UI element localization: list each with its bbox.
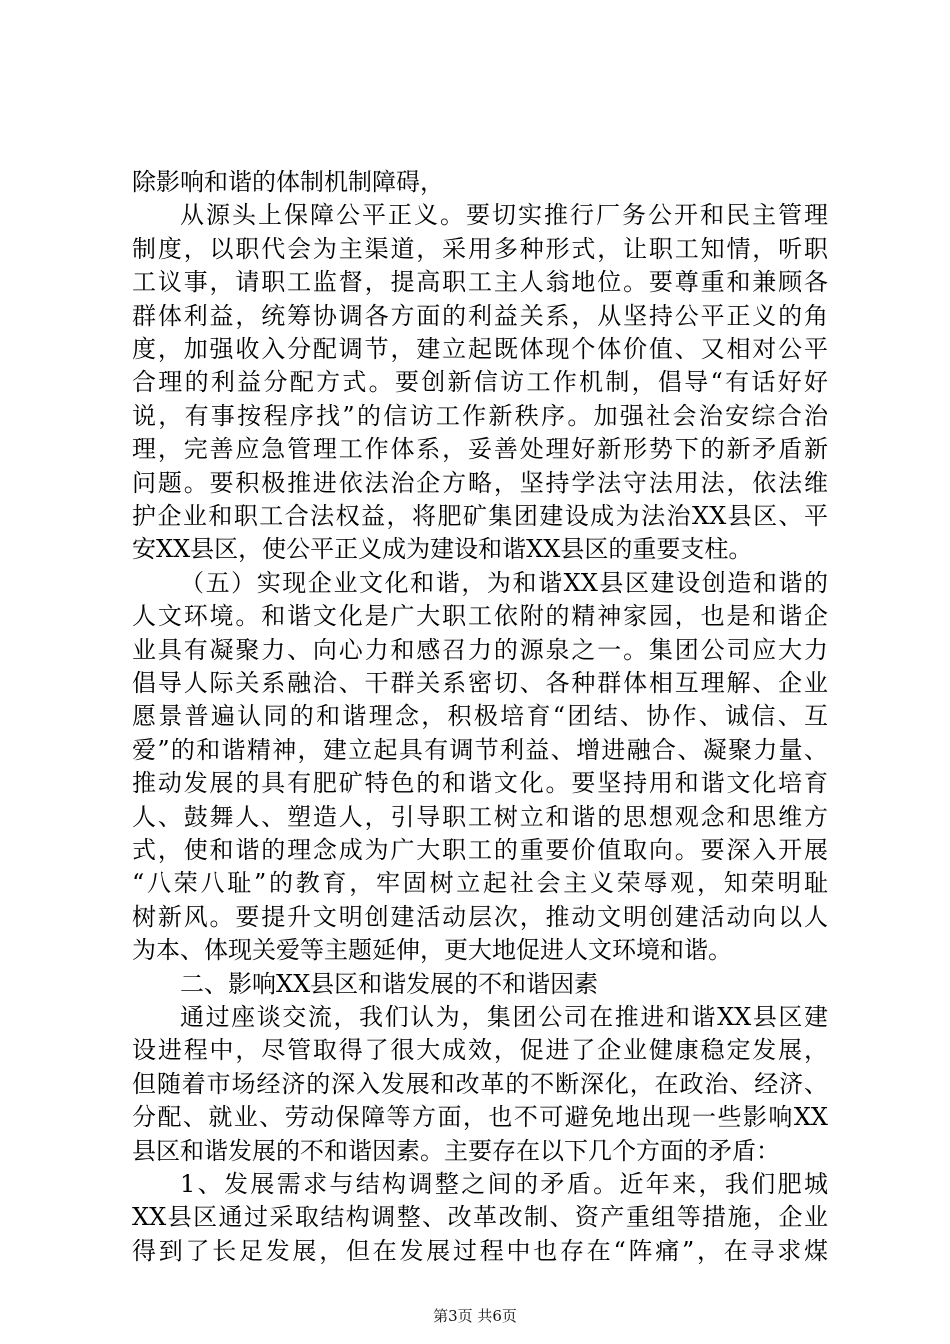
text-line: 设进程中，尽管取得了很大成效，促进了企业健康稳定发展， (132, 1036, 828, 1065)
paragraph-first-line: 通过座谈交流，我们认为，集团公司在推进和谐XX县区建 (180, 1003, 828, 1031)
text-line: 分配、就业、劳动保障等方面，也不可避免地出现一些影响XX (132, 1103, 828, 1132)
text-line: 倡导人际关系融洽、干群关系密切、各种群体相互理解、企业 (132, 669, 828, 697)
text-line: 人、鼓舞人、塑造人，引导职工树立和谐的思想观念和思维方 (132, 802, 828, 831)
text-line: 工议事，请职工监督，提高职工主人翁地位。要尊重和兼顾各 (132, 268, 828, 297)
text-line: XX县区通过采取结构调整、改革改制、资产重组等措施，企业 (132, 1203, 828, 1232)
text-line: 县区和谐发展的不和谐因素。主要存在以下几个方面的矛盾： (132, 1136, 780, 1165)
text-line: 度，加强收入分配调节，建立起既体现个体价值、又相对公平 (132, 335, 828, 363)
text-line: 爱”的和谐精神，建立起具有调节利益、增进融合、凝聚力量、 (132, 735, 828, 764)
text-line: 制度，以职代会为主渠道，采用多种形式，让职工知情，听职 (132, 234, 828, 263)
text-line: 群体利益，统筹协调各方面的利益关系，从坚持公平正义的角 (132, 301, 828, 330)
text-line: 推动发展的具有肥矿特色的和谐文化。要坚持用和谐文化培育 (132, 769, 828, 798)
text-line: 除影响和谐的体制机制障碍， (132, 168, 444, 196)
text-line: 说，有事按程序找”的信访工作新秩序。加强社会治安综合治 (132, 401, 828, 430)
text-line: 安XX县区，使公平正义成为建设和谐XX县区的重要支柱。 (132, 535, 753, 564)
text-line: 愿景普遍认同的和谐理念，积极培育“团结、协作、诚信、互 (132, 702, 828, 731)
page-footer: 第3页 共6页 (433, 1307, 517, 1325)
paragraph-first-line: （五）实现企业文化和谐，为和谐XX县区建设创造和谐的 (180, 568, 828, 597)
text-line: 问题。要积极推进依法治企方略，坚持学法守法用法，依法维 (132, 468, 828, 497)
section-heading: 二、影响XX县区和谐发展的不和谐因素 (180, 969, 599, 998)
text-line: “八荣八耻”的教育，牢固树立起社会主义荣辱观，知荣明耻 (132, 869, 828, 898)
text-line: 业具有凝聚力、向心力和感召力的源泉之一。集团公司应大力 (132, 635, 828, 664)
text-line: 得到了长足发展，但在发展过程中也存在“阵痛”，在寻求煤 (132, 1236, 828, 1265)
text-line: 护企业和职工合法权益，将肥矿集团建设成为法治XX县区、平 (132, 502, 828, 530)
text-line: 式，使和谐的理念成为广大职工的重要价值取向。要深入开展 (132, 836, 828, 864)
text-line: 但随着市场经济的深入发展和改革的不断深化，在政治、经济、 (132, 1069, 828, 1098)
text-line: 合理的利益分配方式。要创新信访工作机制，倡导“有话好好 (132, 368, 828, 397)
paragraph-first-line: 1、发展需求与结构调整之间的矛盾。近年来，我们肥城 (180, 1170, 828, 1198)
text-line: 理，完善应急管理工作体系，妥善处理好新形势下的新矛盾新 (132, 435, 828, 464)
text-line: 为本、体现关爱等主题延伸，更大地促进人文环境和谐。 (132, 936, 732, 965)
paragraph-first-line: 从源头上保障公平正义。要切实推行厂务公开和民主管理 (180, 201, 828, 230)
text-line: 树新风。要提升文明创建活动层次，推动文明创建活动向以人 (132, 902, 828, 931)
text-line: 人文环境。和谐文化是广大职工依附的精神家园，也是和谐企 (132, 602, 828, 631)
